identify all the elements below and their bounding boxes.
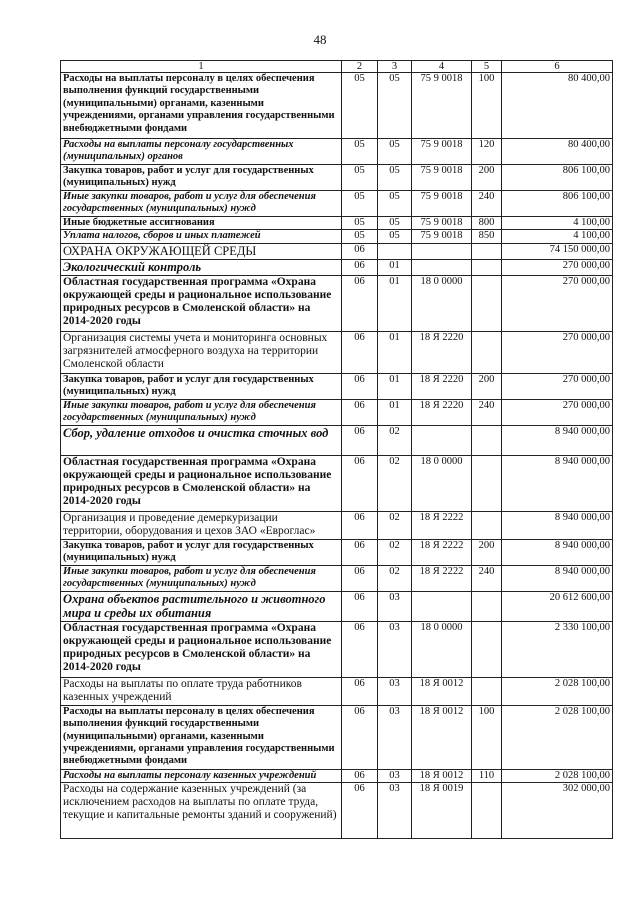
amount: 270 000,00 xyxy=(502,275,613,331)
row-name: Закупка товаров, работ и услуг для государственных (муниципальных) нужд xyxy=(61,165,342,191)
subsection-code: 03 xyxy=(378,677,412,705)
section-code: 06 xyxy=(342,331,378,373)
expense-type-code: 800 xyxy=(472,217,502,230)
table-row xyxy=(61,230,613,243)
amount: 8 940 000,00 xyxy=(502,565,613,591)
expense-type-code: 100 xyxy=(472,73,502,139)
subsection-code: 02 xyxy=(378,425,412,455)
expense-type-code: 240 xyxy=(472,565,502,591)
section-code: 05 xyxy=(342,191,378,217)
amount: 8 940 000,00 xyxy=(502,539,613,565)
table-row xyxy=(61,591,613,621)
subsection-code: 03 xyxy=(378,783,412,839)
table-row xyxy=(61,705,613,769)
section-code: 05 xyxy=(342,73,378,139)
row-name: Иные закупки товаров, работ и услуг для обеспечения государственных (муниципальных) нужд xyxy=(61,565,342,591)
expense-type-code: 240 xyxy=(472,191,502,217)
section-code: 06 xyxy=(342,243,378,259)
budget-table xyxy=(60,60,613,839)
amount: 806 100,00 xyxy=(502,165,613,191)
row-name: Иные закупки товаров, работ и услуг для обеспечения государственных (муниципальных) нужд xyxy=(61,191,342,217)
section-code: 06 xyxy=(342,539,378,565)
subsection-code: 02 xyxy=(378,455,412,511)
subsection-code: 05 xyxy=(378,230,412,243)
amount: 80 400,00 xyxy=(502,73,613,139)
row-name: Расходы на выплаты персоналу казенных учреждений xyxy=(61,769,342,782)
table-row xyxy=(61,539,613,565)
target-article-code: 18 Я 2220 xyxy=(412,399,472,425)
row-name: Расходы на выплаты персоналу в целях обеспечения выполнения функций государственными (муниципальными) органами, казенными учреждениями, органами управления государственными внебюджетными фондами xyxy=(61,73,342,139)
table-row xyxy=(61,399,613,425)
row-name: Организация системы учета и мониторинга основных загрязнителей атмосферного воздуха на территории Смоленской области xyxy=(61,331,342,373)
amount: 270 000,00 xyxy=(502,331,613,373)
target-article-code: 18 Я 2220 xyxy=(412,331,472,373)
subsection-code: 01 xyxy=(378,259,412,275)
amount: 8 940 000,00 xyxy=(502,425,613,455)
expense-type-code xyxy=(472,243,502,259)
target-article-code: 18 Я 2222 xyxy=(412,511,472,539)
table-row xyxy=(61,621,613,677)
row-name: Расходы на выплаты персоналу в целях обеспечения выполнения функций государственными (муниципальными) органами, казенными учреждениями, органами управления государственными внебюджетными фондами xyxy=(61,705,342,769)
table-row xyxy=(61,783,613,839)
table-row xyxy=(61,511,613,539)
expense-type-code: 110 xyxy=(472,769,502,782)
amount: 270 000,00 xyxy=(502,399,613,425)
subsection-code: 01 xyxy=(378,275,412,331)
subsection-code: 03 xyxy=(378,705,412,769)
section-code: 06 xyxy=(342,769,378,782)
subsection-code: 03 xyxy=(378,621,412,677)
amount: 806 100,00 xyxy=(502,191,613,217)
expense-type-code: 850 xyxy=(472,230,502,243)
subsection-code: 01 xyxy=(378,331,412,373)
amount: 2 330 100,00 xyxy=(502,621,613,677)
amount: 8 940 000,00 xyxy=(502,455,613,511)
amount: 4 100,00 xyxy=(502,230,613,243)
amount: 74 150 000,00 xyxy=(502,243,613,259)
amount: 302 000,00 xyxy=(502,783,613,839)
section-code: 06 xyxy=(342,565,378,591)
table-row xyxy=(61,165,613,191)
table-row xyxy=(61,425,613,455)
table-row xyxy=(61,73,613,139)
subsection-code: 02 xyxy=(378,539,412,565)
row-name: Расходы на содержание казенных учреждений (за исключением расходов на выплаты по оплате труда, текущие и капитальные ремонты зданий и сооружений) xyxy=(61,783,342,839)
target-article-code xyxy=(412,259,472,275)
table-row xyxy=(61,769,613,782)
subsection-code: 05 xyxy=(378,191,412,217)
table-row xyxy=(61,139,613,165)
column-header: 3 xyxy=(378,61,412,73)
table-row xyxy=(61,373,613,399)
subsection-code: 02 xyxy=(378,565,412,591)
amount: 2 028 100,00 xyxy=(502,677,613,705)
section-code: 05 xyxy=(342,165,378,191)
target-article-code: 18 0 0000 xyxy=(412,621,472,677)
target-article-code xyxy=(412,243,472,259)
row-name: Организация и проведение демеркуризации территории, оборудования и цехов ЗАО «Евроглас» xyxy=(61,511,342,539)
target-article-code: 18 Я 2220 xyxy=(412,373,472,399)
target-article-code: 75 9 0018 xyxy=(412,230,472,243)
subsection-code: 05 xyxy=(378,73,412,139)
target-article-code xyxy=(412,591,472,621)
expense-type-code: 240 xyxy=(472,399,502,425)
target-article-code: 18 0 0000 xyxy=(412,275,472,331)
target-article-code xyxy=(412,425,472,455)
row-name: ОХРАНА ОКРУЖАЮЩЕЙ СРЕДЫ xyxy=(61,243,342,259)
row-name: Областная государственная программа «Охрана окружающей среды и рациональное использование природных ресурсов в Смоленской области» на 2014-2020 годы xyxy=(61,621,342,677)
page-number: 48 xyxy=(313,32,327,47)
section-code: 06 xyxy=(342,621,378,677)
target-article-code: 75 9 0018 xyxy=(412,139,472,165)
table-row xyxy=(61,677,613,705)
target-article-code: 18 Я 0012 xyxy=(412,769,472,782)
row-name: Сбор, удаление отходов и очистка сточных вод xyxy=(61,425,342,455)
row-name: Областная государственная программа «Охрана окружающей среды и рациональное использование природных ресурсов в Смоленской области» на 2014-2020 годы xyxy=(61,275,342,331)
target-article-code: 18 0 0000 xyxy=(412,455,472,511)
table-row xyxy=(61,191,613,217)
expense-type-code xyxy=(472,275,502,331)
section-code: 06 xyxy=(342,455,378,511)
column-header: 6 xyxy=(502,61,613,73)
column-header: 5 xyxy=(472,61,502,73)
target-article-code: 18 Я 0012 xyxy=(412,705,472,769)
column-header: 2 xyxy=(342,61,378,73)
expense-type-code xyxy=(472,677,502,705)
subsection-code: 03 xyxy=(378,769,412,782)
subsection-code: 03 xyxy=(378,591,412,621)
expense-type-code xyxy=(472,455,502,511)
target-article-code: 18 Я 0019 xyxy=(412,783,472,839)
expense-type-code: 200 xyxy=(472,165,502,191)
table-row xyxy=(61,331,613,373)
table-row xyxy=(61,217,613,230)
amount: 270 000,00 xyxy=(502,259,613,275)
section-code: 06 xyxy=(342,511,378,539)
expense-type-code: 200 xyxy=(472,539,502,565)
amount: 4 100,00 xyxy=(502,217,613,230)
row-name: Закупка товаров, работ и услуг для государственных (муниципальных) нужд xyxy=(61,539,342,565)
table-row xyxy=(61,565,613,591)
amount: 80 400,00 xyxy=(502,139,613,165)
subsection-code: 05 xyxy=(378,217,412,230)
row-name: Иные бюджетные ассигнования xyxy=(61,217,342,230)
target-article-code: 75 9 0018 xyxy=(412,165,472,191)
table-row xyxy=(61,243,613,259)
target-article-code: 75 9 0018 xyxy=(412,191,472,217)
row-name: Расходы на выплаты персоналу государственных (муниципальных) органов xyxy=(61,139,342,165)
row-name: Расходы на выплаты по оплате труда работников казенных учреждений xyxy=(61,677,342,705)
amount: 20 612 600,00 xyxy=(502,591,613,621)
table-body xyxy=(61,73,613,839)
expense-type-code xyxy=(472,259,502,275)
subsection-code: 01 xyxy=(378,373,412,399)
section-code: 06 xyxy=(342,399,378,425)
expense-type-code xyxy=(472,331,502,373)
expense-type-code xyxy=(472,511,502,539)
amount: 2 028 100,00 xyxy=(502,769,613,782)
column-header: 1 xyxy=(61,61,342,73)
row-name: Уплата налогов, сборов и иных платежей xyxy=(61,230,342,243)
section-code: 05 xyxy=(342,217,378,230)
column-number-row xyxy=(61,61,613,73)
row-name: Областная государственная программа «Охрана окружающей среды и рациональное использование природных ресурсов в Смоленской области» на 2014-2020 годы xyxy=(61,455,342,511)
target-article-code: 18 Я 0012 xyxy=(412,677,472,705)
table-row xyxy=(61,259,613,275)
column-header: 4 xyxy=(412,61,472,73)
expense-type-code: 200 xyxy=(472,373,502,399)
expense-type-code: 120 xyxy=(472,139,502,165)
expense-type-code xyxy=(472,621,502,677)
table-row xyxy=(61,455,613,511)
row-name: Экологический контроль xyxy=(61,259,342,275)
subsection-code: 02 xyxy=(378,511,412,539)
target-article-code: 75 9 0018 xyxy=(412,73,472,139)
amount: 270 000,00 xyxy=(502,373,613,399)
subsection-code xyxy=(378,243,412,259)
section-code: 05 xyxy=(342,230,378,243)
expense-type-code: 100 xyxy=(472,705,502,769)
section-code: 06 xyxy=(342,783,378,839)
subsection-code: 05 xyxy=(378,139,412,165)
table-row xyxy=(61,275,613,331)
expense-type-code xyxy=(472,425,502,455)
section-code: 06 xyxy=(342,677,378,705)
target-article-code: 18 Я 2222 xyxy=(412,565,472,591)
section-code: 06 xyxy=(342,373,378,399)
section-code: 06 xyxy=(342,425,378,455)
row-name: Закупка товаров, работ и услуг для государственных (муниципальных) нужд xyxy=(61,373,342,399)
section-code: 06 xyxy=(342,591,378,621)
section-code: 05 xyxy=(342,139,378,165)
row-name: Иные закупки товаров, работ и услуг для обеспечения государственных (муниципальных) нужд xyxy=(61,399,342,425)
section-code: 06 xyxy=(342,705,378,769)
row-name: Охрана объектов растительного и животного мира и среды их обитания xyxy=(61,591,342,621)
subsection-code: 05 xyxy=(378,165,412,191)
target-article-code: 18 Я 2222 xyxy=(412,539,472,565)
amount: 8 940 000,00 xyxy=(502,511,613,539)
subsection-code: 01 xyxy=(378,399,412,425)
target-article-code: 75 9 0018 xyxy=(412,217,472,230)
expense-type-code xyxy=(472,783,502,839)
section-code: 06 xyxy=(342,275,378,331)
amount: 2 028 100,00 xyxy=(502,705,613,769)
expense-type-code xyxy=(472,591,502,621)
section-code: 06 xyxy=(342,259,378,275)
